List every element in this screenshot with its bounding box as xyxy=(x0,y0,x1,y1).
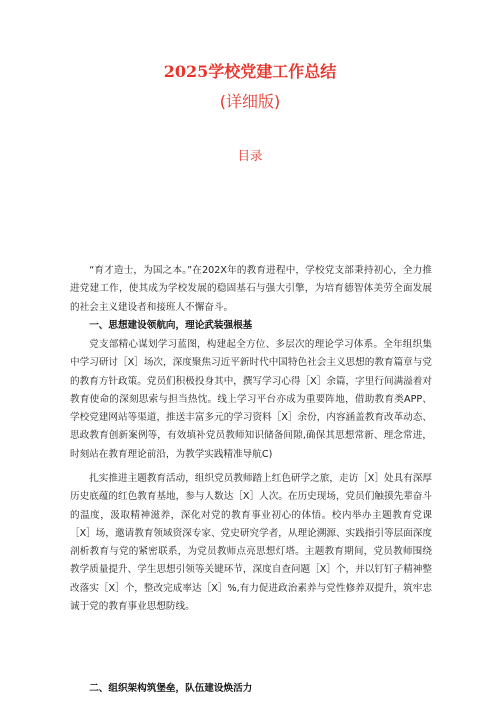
section-1-paragraph-2: 扎实推进主题教育活动，组织党员教师踏上红色研学之旅，走访［X］处具有深厚历史底蕴的红色教育基地，参与人数达［X］人次。在历史现场，党员们触摸先辈奋斗的温度，汲取精神滋养，深化对党的教育事业初心的体悟。校内举办主题教育党课［X］场，邀请教育领域资深专家、党史研究学者，从理论溯源、实践指引等层面深度剖析教育与党的紧密联系，为党员教师点亮思想灯塔。主题教育期间，党员教师围绕教学质量提升、学生思想引领等关键环节，深度自查问题［X］个，并以钉钉子精神整改落实［X］个，整改完成率达［X］%,有力促进政治素养与党性修养双提升，筑牢忠诚于党的教育事业思想防线。 xyxy=(70,473,432,613)
table-of-contents-label: 目录 xyxy=(237,148,263,163)
section-1-paragraph-1: 党支部精心谋划学习蓝图，构建起全方位、多层次的理论学习体系。全年组织集中学习研讨［X］场次，深度聚焦习近平新时代中国特色社会主义思想的教育篇章与党的教育方针政策。党员们积极投身其中，撰写学习心得［X］余篇，字里行间满溢着对教育使命的深刻思索与担当热忱。线上学习平台亦成为重要阵地，借助教育类APP、学校党建网站等渠道，推送丰富多元的学习资料［X］余份，内容涵盖教育改革动态、思政教育创新案例等，有效填补党员教师知识储备间隙,确保其思想常新、理念常进，时刻站在教育理论前沿，为教学实践精准导航C) xyxy=(70,339,432,460)
document-title: 2025学校党建工作总结 xyxy=(163,62,337,81)
section-heading-2: 二、组织架构筑堡垒，队伍建设焕活力 xyxy=(89,683,253,694)
document-subtitle: (详细版) xyxy=(219,92,281,111)
section-heading-1: 一、思想建设领航向，理论武装强根基 xyxy=(89,320,253,331)
intro-paragraph: “育才造士，为国之本。”在202X年的教育进程中，学校党支部秉持初心，全力推进党建工作，使其成为学校发展的稳固基石与强大引擎，为培育德智体美劳全面发展的社会主义建设者和接班人不懈奋斗。 xyxy=(70,265,432,313)
